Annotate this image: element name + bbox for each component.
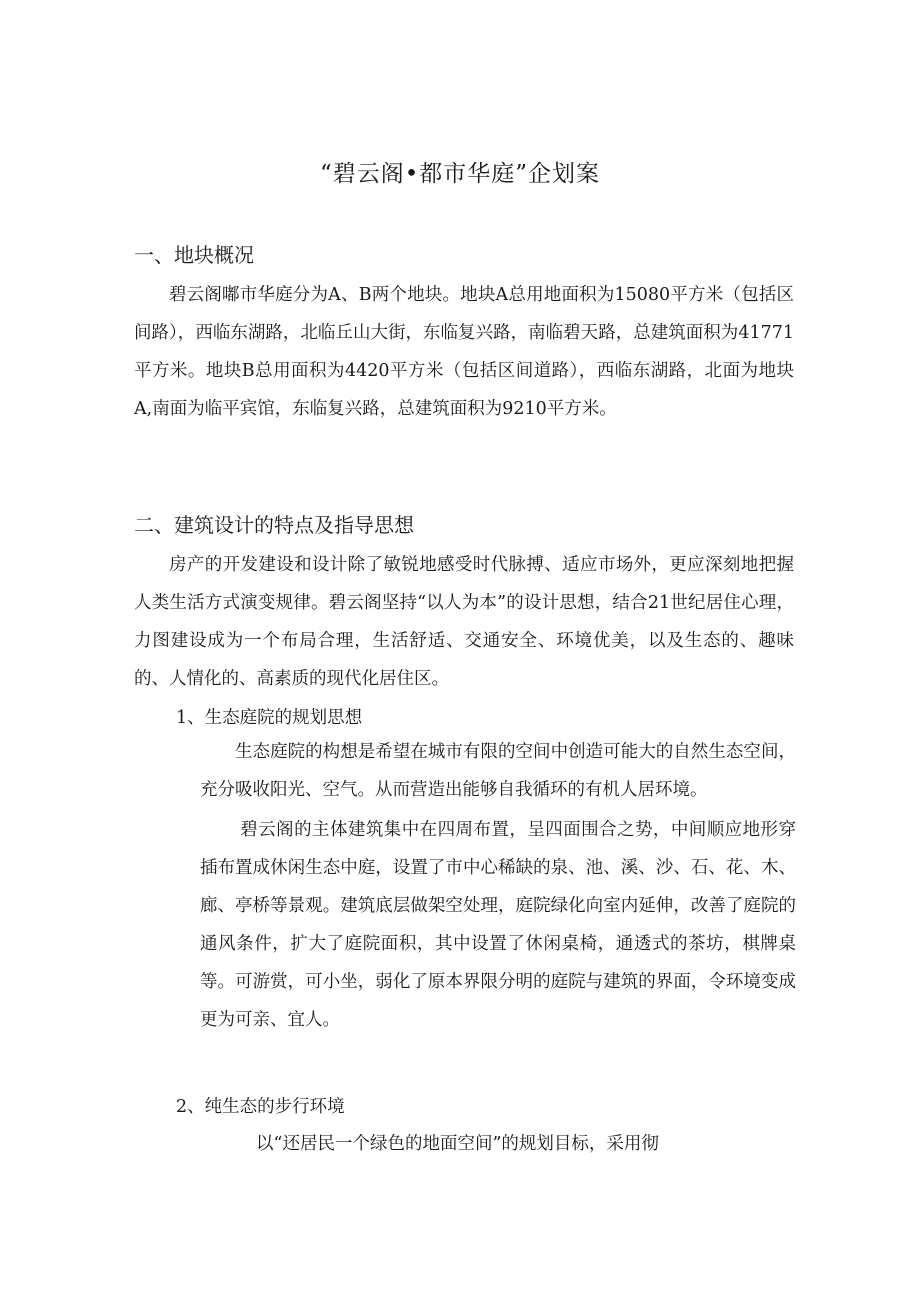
section-heading-design-principles: 二、建筑设计的特点及指导思想: [134, 513, 414, 537]
pedestrian-environment-paragraph: 以“还居民一个绿色的地面空间”的规划目标，采用彻: [256, 1134, 659, 1154]
eco-courtyard-paragraph-1: 生态庭院的构想是希望在城市有限的空间中创造可能大的自然生态空间，充分吸收阳光、空气。从而营造出能够自我循环的有机人居环境。: [200, 742, 796, 800]
design-principles-paragraph: 房产的开发建设和设计除了敏锐地感受时代脉搏、适应市场外，更应深刻地把握人类生活方式演变规律。碧云阁坚持“以人为本”的设计思想，结合21世纪居住心理，力图建设成为一个布局合理，生活舒适、交通安全、环境优美，以及生态的、趣味的、人情化的、高素质的现代化居住区。: [134, 555, 794, 689]
document-title: “碧云阁•都市华庭”企划案: [319, 161, 601, 187]
section-heading-site-overview: 一、地块概况: [134, 243, 254, 267]
site-overview-paragraph: 碧云阁嘟市华庭分为A、B两个地块。地块A总用地面积为15080平方米（包括区间路），西临东湖路，北临丘山大街，东临复兴路，南临碧天路，总建筑面积为41771平方米。地块B总用面积为4420平方米（包括区间道路），西临东湖路，北面为地块A,南面为临平宾馆，东临复兴路，总建筑面积为9210平方米。: [134, 285, 794, 419]
subsection-heading-pedestrian-environment: 2、纯生态的步行环境: [176, 1097, 345, 1117]
subsection-heading-eco-courtyard: 1、生态庭院的规划思想: [176, 708, 363, 728]
eco-courtyard-paragraph-2: 碧云阁的主体建筑集中在四周布置，呈四面围合之势，中间顺应地形穿插布置成休闲生态中庭，设置了市中心稀缺的泉、池、溪、沙、石、花、木、廊、亭桥等景观。建筑底层做架空处理，庭院绿化向室内延伸，改善了庭院的通风条件，扩大了庭院面积，其中设置了休闲桌椅，通透式的茶坊，棋牌桌等。可游赏，可小坐，弱化了原本界限分明的庭院与建筑的界面，令环境变成更为可亲、宜人。: [200, 820, 796, 1030]
